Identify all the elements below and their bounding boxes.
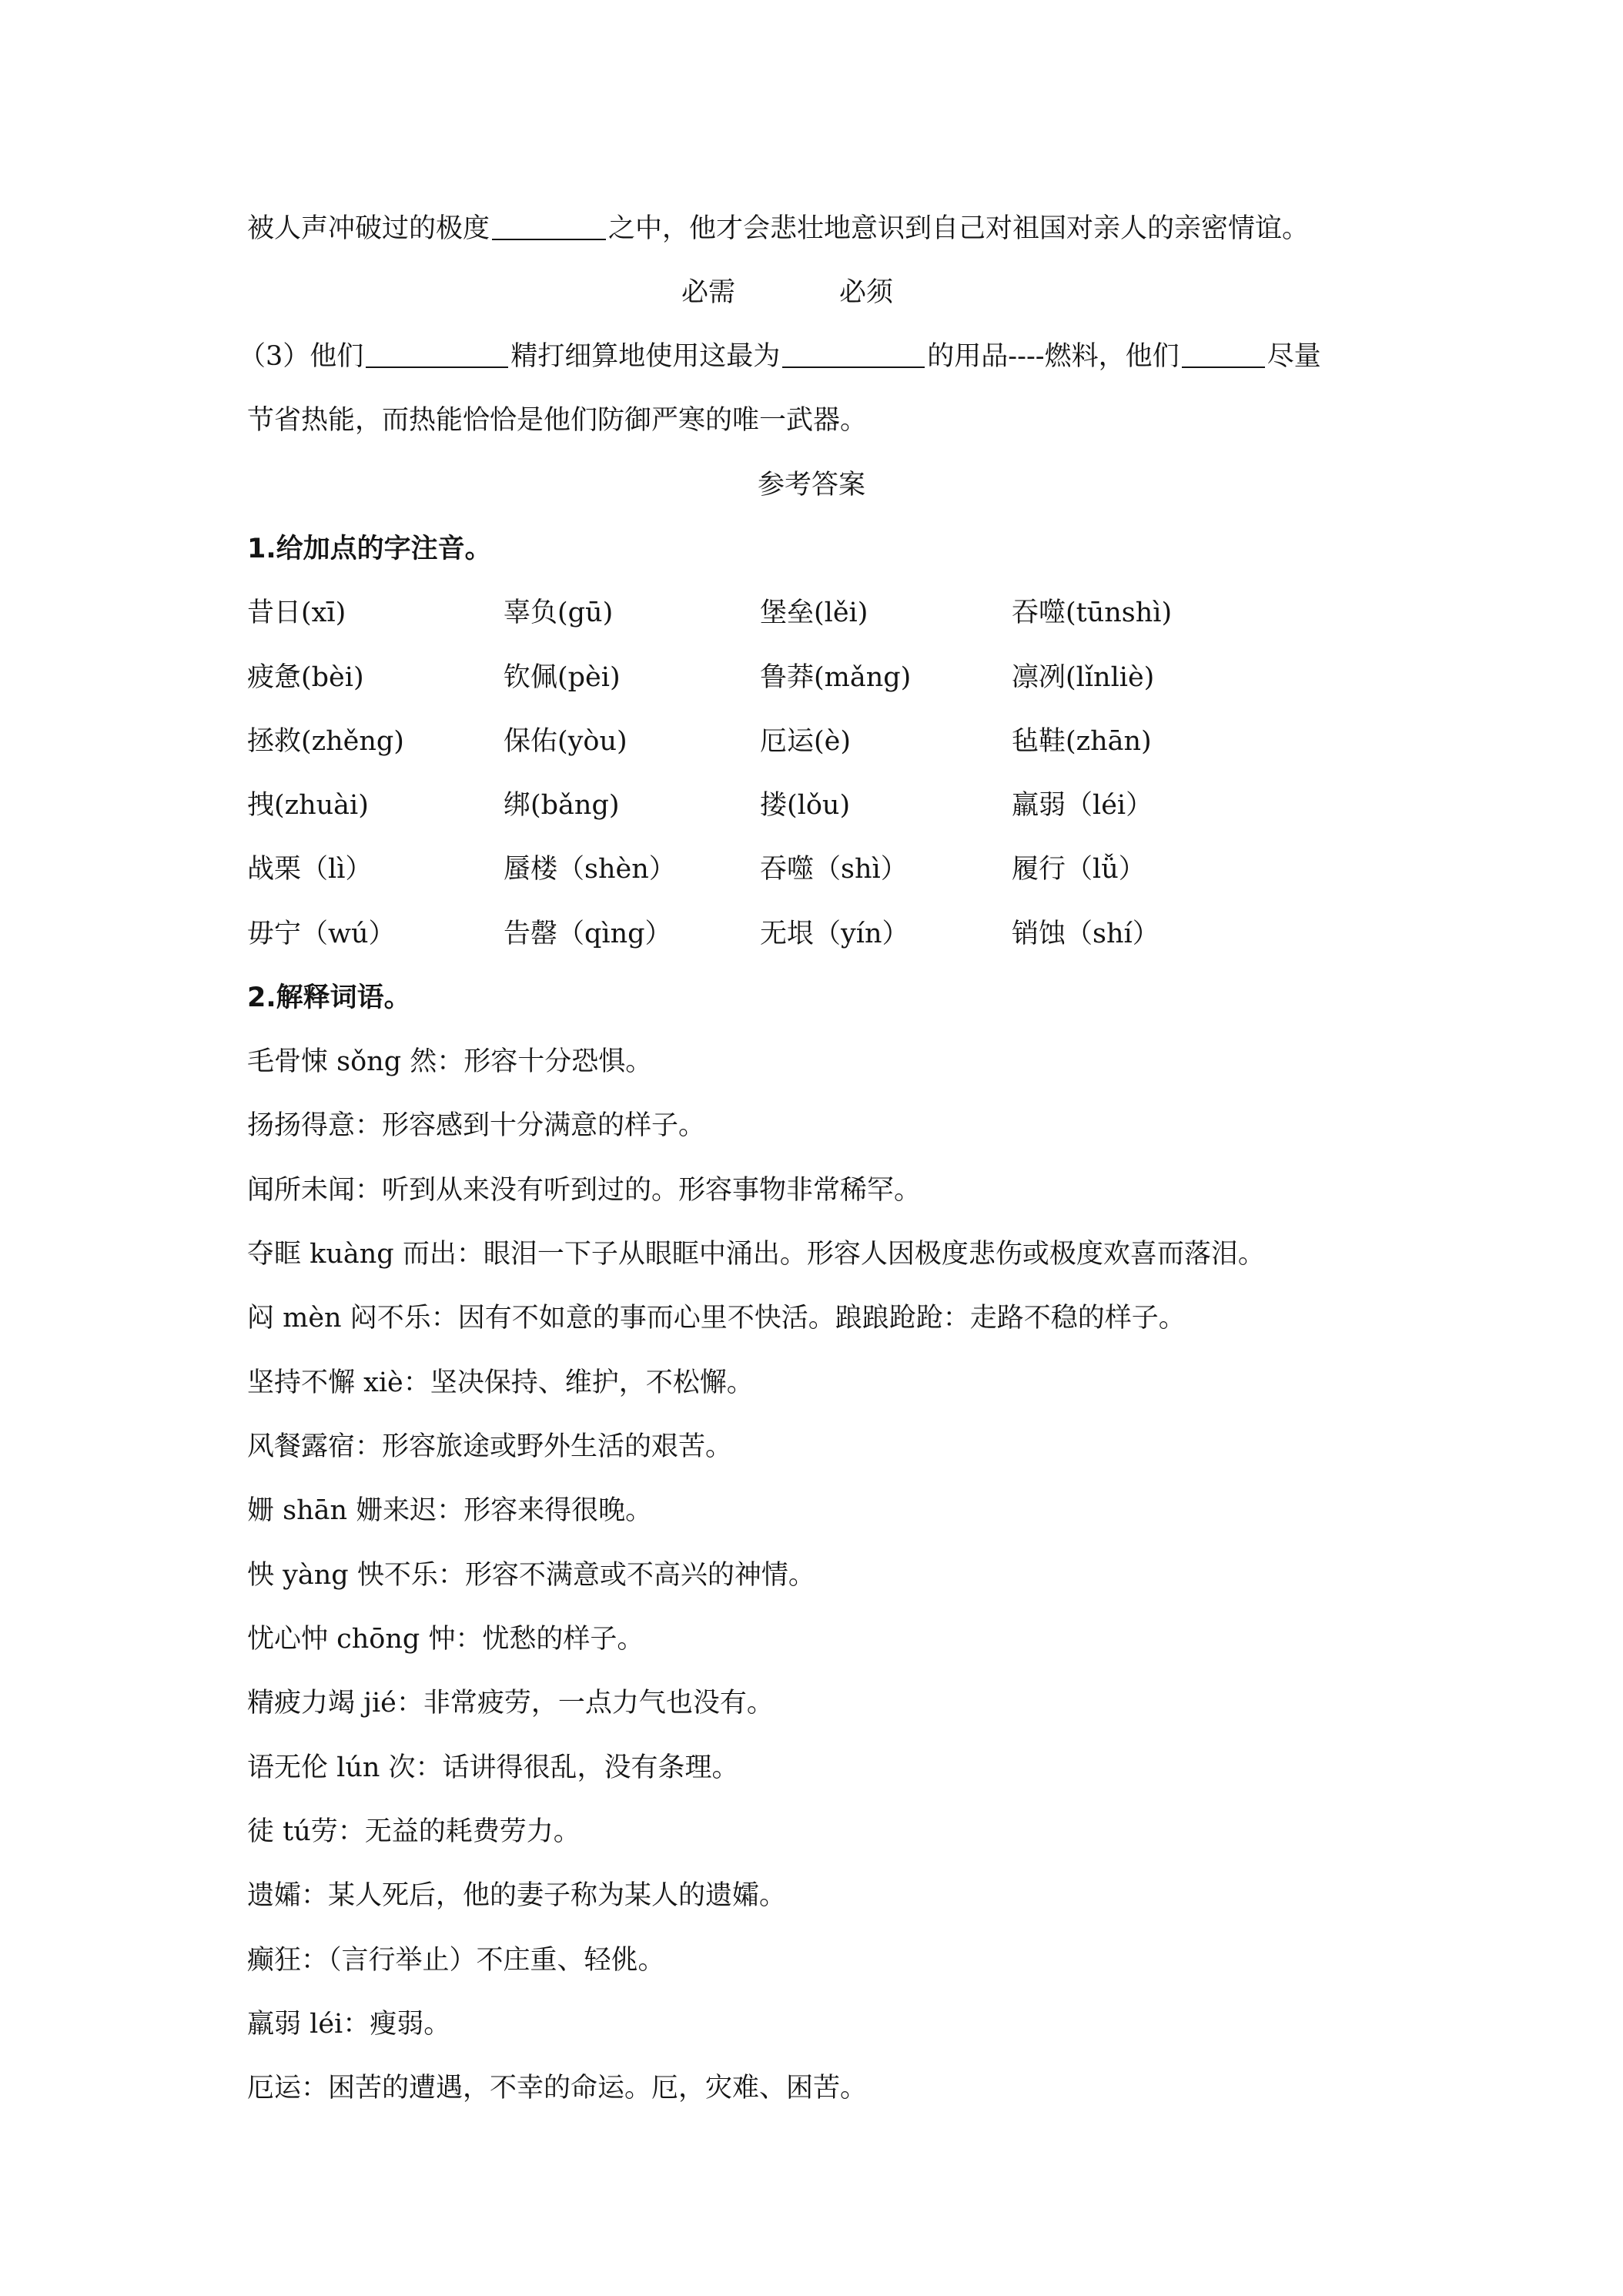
pinyin-cell: 拯救(zhěng) [247,726,404,757]
definition-item: 徒 tú劳：无益的耗费劳力。 [247,1816,581,1847]
pinyin-cell: 无垠（yín） [760,919,909,949]
answer-blank [1182,340,1265,368]
pinyin-cell: 销蚀（shí） [1012,919,1160,949]
answer-blank [366,340,508,368]
pinyin-cell: 吞噬(tūnshì) [1012,597,1173,628]
pinyin-cell: 堡垒(lěi) [760,597,868,628]
pinyin-cell: 搂(lǒu) [760,790,851,821]
pinyin-cell: 告罄（qìng） [504,919,672,949]
definition-item: 遗孀：某人死后，他的妻子称为某人的遗孀。 [247,1880,787,1911]
definition-item: 闻所未闻：听到从来没有听到过的。形容事物非常稀罕。 [247,1175,922,1206]
pinyin-cell: 毋宁（wú） [247,919,396,949]
word-choices [0,273,1623,312]
definition-item: 毛骨悚 sǒng 然：形容十分恐惧。 [247,1046,653,1077]
pinyin-cell: 钦佩(pèi) [504,662,621,693]
definition-item: 厄运：困苦的遭遇，不幸的命运。厄，灾难、困苦。 [247,2073,868,2104]
pinyin-cell: 保佑(yòu) [504,726,627,757]
pinyin-cell: 拽(zhuài) [247,790,369,821]
fill-in-line-1-before: 被人声冲破过的极度 [247,213,490,244]
definition-item: 姗 shān 姗来迟：形容来得很晚。 [247,1495,653,1526]
answer-blank [782,340,925,368]
definition-item: 夺眶 kuàng 而出：眼泪一下子从眼眶中涌出。形容人因极度悲伤或极度欢喜而落泪。 [247,1239,1265,1270]
pinyin-cell: 毡鞋(zhān) [1012,726,1152,757]
choice-word-1: 必需 [681,277,736,308]
fill-in-line-3-mid1: 精打细算地使用这最为 [510,341,781,372]
definition-item: 忧心忡 chōng 忡：忧愁的样子。 [247,1624,644,1655]
fill-in-line-3-mid2: 的用品----燃料，他们 [927,341,1180,372]
definition-item: 闷 mèn 闷不乐：因有不如意的事而心里不快活。踉踉跄跄：走路不稳的样子。 [247,1303,1186,1334]
definition-item: 癫狂：（言行举止）不庄重、轻佻。 [247,1945,665,1976]
pinyin-cell: 羸弱（léi） [1012,790,1153,821]
answer-blank [492,213,606,240]
fill-in-line-3-prefix: （3）他们 [239,341,364,372]
pinyin-cell: 履行（lǚ） [1012,854,1146,885]
pinyin-cell: 蜃楼（shèn） [504,854,676,885]
section-1-heading: 1.给加点的字注音。 [247,534,492,564]
fill-in-line-1 [247,209,1378,248]
pinyin-cell: 昔日(xī) [247,597,346,628]
fill-in-line-3-suffix: 尽量 [1267,341,1321,372]
answer-title: 参考答案 [757,470,865,500]
fill-in-line-3 [239,337,1378,376]
pinyin-cell: 辜负(gū) [504,597,614,628]
definition-item: 风餐露宿：形容旅途或野外生活的艰苦。 [247,1431,733,1462]
fill-in-line-4: 节省热能，而热能恰恰是他们防御严寒的唯一武器。 [247,405,868,436]
definition-item: 精疲力竭 jié：非常疲劳，一点力气也没有。 [247,1688,774,1719]
section-2-heading: 2.解释词语。 [247,982,411,1013]
fill-in-line-1-after: 之中，他才会悲壮地意识到自己对祖国对亲人的亲密情谊。 [608,213,1310,244]
pinyin-cell: 吞噬（shì） [760,854,908,885]
choice-word-2: 必须 [839,277,894,308]
definition-item: 坚持不懈 xiè：坚决保持、维护，不松懈。 [247,1367,754,1398]
definition-item: 羸弱 léi：瘦弱。 [247,2009,451,2040]
pinyin-cell: 厄运(è) [760,726,852,757]
pinyin-cell: 绑(bǎng) [504,790,620,821]
definition-item: 怏 yàng 怏不乐：形容不满意或不高兴的神情。 [247,1560,815,1591]
definition-item: 语无伦 lún 次：话讲得很乱，没有条理。 [247,1752,739,1783]
pinyin-cell: 疲惫(bèi) [247,662,364,693]
pinyin-cell: 凛冽(lǐnliè) [1012,662,1155,693]
definition-item: 扬扬得意：形容感到十分满意的样子。 [247,1110,706,1141]
pinyin-cell: 战栗（lì） [247,854,373,885]
pinyin-cell: 鲁莽(mǎng) [760,662,912,693]
